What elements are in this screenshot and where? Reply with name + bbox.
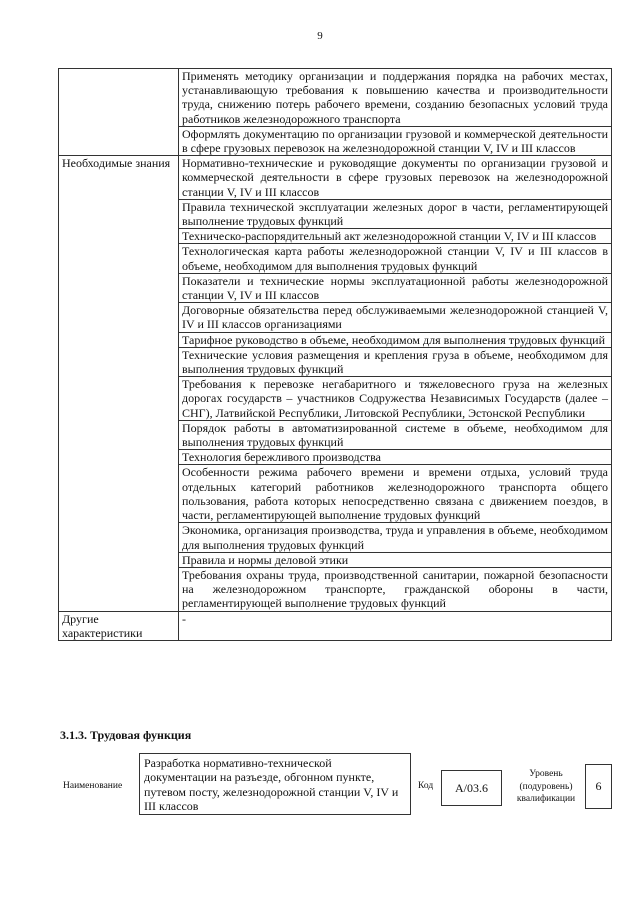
row-text: Оформлять документацию по организации грузовой и коммерческой деятельности в сфере грузовых перевозок на железнодорожной станции V, IV и III классов [179,126,612,155]
other-characteristics-label: Другие характеристики [59,611,179,640]
table-row [59,69,612,127]
row-text: Технические условия размещения и крепления груза в объеме, необходимом для выполнения трудовых функций [179,347,612,376]
row-text: Особенности режима рабочего времени и времени отдыха, условий труда отдельных категорий работников железнодорожного транспорта общего пользования, работа которых непосредственно связана с движением поездов, в части, регламентирующей выполнение трудовых функций [179,465,612,523]
row-text: Правила технической эксплуатации железных дорог в части, регламентирующей выполнение трудовых функций [179,199,612,228]
row-text: Тарифное руководство в объеме, необходимом для выполнения трудовых функций [179,332,612,347]
section-title: 3.1.3. Трудовая функция [60,728,192,742]
level-label: Уровень (подуровень) квалификации [516,769,576,804]
row-text: Техническо-распорядительный акт железнодорожной станции V, IV и III классов [179,229,612,244]
row-text: Применять методику организации и поддержания порядка на рабочих местах, устанавливающую требования к повышению качества и производительности труда, снижению потерь рабочего времени, созданию безопасных условий труда работников железнодорожного транспорта [179,69,612,127]
code-value-box: А/03.6 [441,770,502,806]
row-text: Технология бережливого производства [179,450,612,465]
row-text: Правила и нормы деловой этики [179,552,612,567]
table-row [59,611,612,640]
row-text: Показатели и технические нормы эксплуатационной работы железнодорожной станции V, IV и III классов [179,273,612,302]
page-number: 9 [317,30,323,42]
row-text: Требования охраны труда, производственной санитарии, пожарной безопасности на железнодорожном транспорте, гражданской обороны в части, регламентирующей выполнение трудовых функций [179,567,612,611]
competency-table [58,68,612,641]
row-text: Технологическая карта работы железнодорожной станции V, IV и III классов в объеме, необходимом для выполнения трудовых функций [179,244,612,273]
name-label: Наименование [63,781,123,791]
row-text: Порядок работы в автоматизированной системе в объеме, необходимом для выполнения трудовых функций [179,420,612,449]
row-text: - [179,611,612,640]
row-text: Требования к перевозке негабаритного и тяжеловесного груза на железных дорогах государств – участников Содружества Независимых Государств (далее – СНГ), Латвийской Республики, Литовской Республики, Эстонской Республики [179,377,612,421]
row-text: Экономика, организация производства, труда и управления в объеме, необходимом для выполнения трудовых функций [179,523,612,552]
name-value-box: Разработка нормативно-технической документации на разъезде, обгонном пункте, путевом посту, железнодорожной станции V, IV и III классов [139,753,411,815]
row-text: Договорные обязательства перед обслуживаемыми железнодорожной станцией V, IV и III классов организациями [179,303,612,332]
table-row [59,156,612,200]
code-label: Код [418,781,434,791]
required-knowledge-label: Необходимые знания [59,156,179,611]
level-value-box: 6 [585,764,612,809]
row-label-empty [59,69,179,156]
row-text: Нормативно-технические и руководящие документы по организации грузовой и коммерческой деятельности в сфере грузовых перевозок на железнодорожной станции V, IV и III классов [179,156,612,200]
